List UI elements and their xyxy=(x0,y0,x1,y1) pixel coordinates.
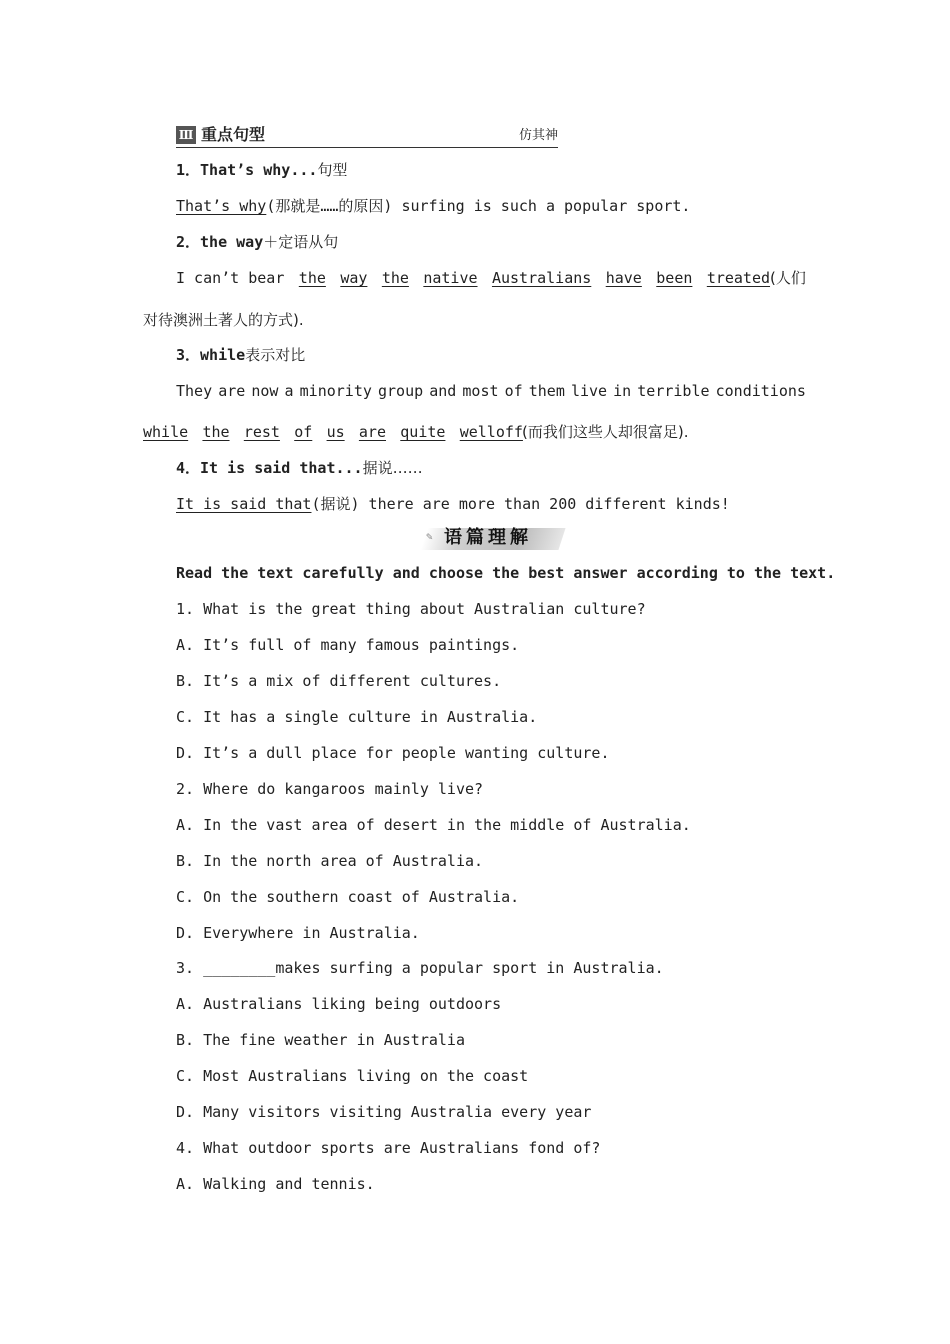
instruction: Read the text carefully and choose the best answer according to the text. xyxy=(176,564,836,582)
question-2-option-b: B. In the north area of Australia. xyxy=(176,852,484,870)
section-numeral: Ⅲ xyxy=(176,126,196,144)
pattern-3-example-line2: while the rest of us are quite welloff xyxy=(143,423,523,441)
question-3-option-d: D. Many visitors visiting Australia every year xyxy=(176,1103,592,1121)
question-1: 1. What is the great thing about Australian culture? xyxy=(176,600,646,618)
pattern-2-heading: 2．the way＋定语从句 xyxy=(176,233,339,251)
question-2: 2. Where do kangaroos mainly live? xyxy=(176,780,484,798)
pencil-icon: ✎ xyxy=(426,530,433,543)
section-header xyxy=(176,125,558,148)
banner-title: 语篇理解 xyxy=(444,527,532,548)
question-4: 4. What outdoor sports are Australians fond of? xyxy=(176,1139,601,1157)
pattern-4-heading: 4．It is said that...据说…… xyxy=(176,459,423,477)
pattern-2-example-line2: 对待澳洲土著人的方式). xyxy=(143,311,304,329)
question-2-option-c: C. On the southern coast of Australia. xyxy=(176,888,520,906)
pattern-3-example-translation: (而我们这些人却很富足). xyxy=(522,423,689,441)
pattern-1-example: That’s why(那就是……的原因) surfing is such a popular sport. xyxy=(176,197,691,215)
question-3-option-c: C. Most Australians living on the coast xyxy=(176,1067,529,1085)
question-3-option-b: B. The fine weather in Australia xyxy=(176,1031,465,1049)
pattern-1-heading: 1．That’s why...句型 xyxy=(176,161,348,179)
question-1-option-a: A. It’s full of many famous paintings. xyxy=(176,636,520,654)
section-title: 重点句型 xyxy=(201,125,266,144)
answer-blank: That’s why xyxy=(176,197,267,215)
question-2-option-a: A. In the vast area of desert in the middle of Australia. xyxy=(176,816,691,834)
question-3: 3. ________makes surfing a popular sport in Australia. xyxy=(176,959,664,977)
pattern-3-example-line1: They are now a minority group and most of them live in terrible conditions xyxy=(176,382,806,400)
question-1-option-c: C. It has a single culture in Australia. xyxy=(176,708,538,726)
reading-banner xyxy=(424,524,562,552)
pattern-3-heading: 3．while表示对比 xyxy=(176,346,306,364)
section-subtitle: 仿其神 xyxy=(518,128,558,143)
question-3-option-a: A. Australians liking being outdoors xyxy=(176,995,502,1013)
pattern-2-example-line1: I can’t bear the way the native Australians have been treated(人们 xyxy=(176,269,806,287)
question-1-option-b: B. It’s a mix of different cultures. xyxy=(176,672,502,690)
question-2-option-d: D. Everywhere in Australia. xyxy=(176,924,420,942)
pattern-4-example: It is said that(据说) there are more than 200 different kinds! xyxy=(176,495,730,513)
answer-blank: It is said that xyxy=(176,495,312,513)
question-4-option-a: A. Walking and tennis. xyxy=(176,1175,375,1193)
question-1-option-d: D. It’s a dull place for people wanting culture. xyxy=(176,744,610,762)
